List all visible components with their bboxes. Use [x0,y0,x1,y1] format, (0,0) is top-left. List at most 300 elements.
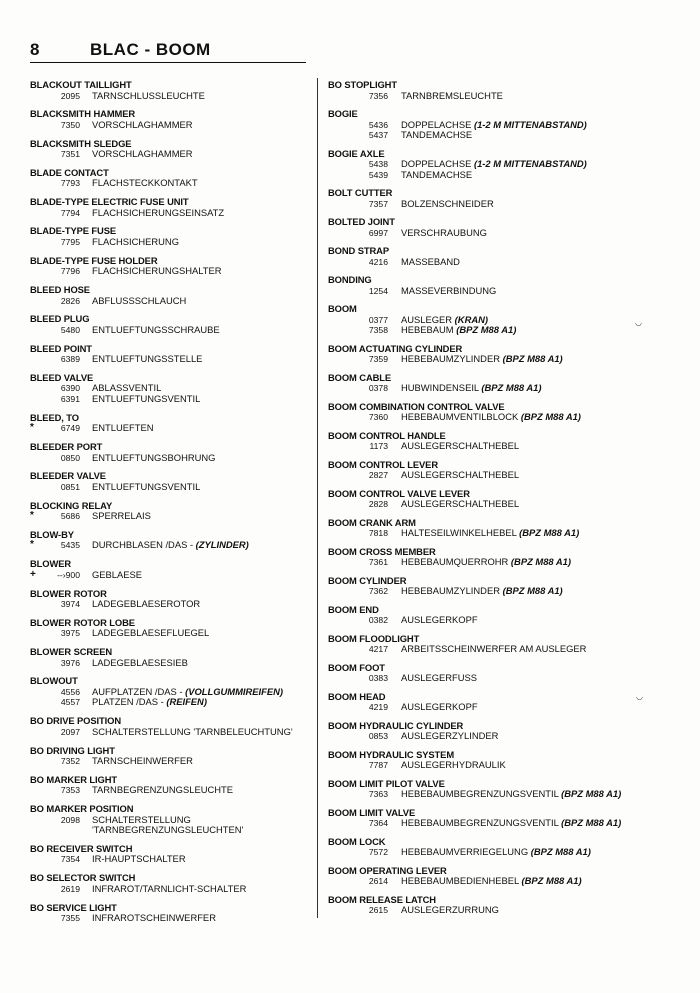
translation-text: AUSLEGERSCHALTHEBEL [401,469,520,480]
entry-translation [92,785,233,796]
entry-term: BLEED, TO [30,411,79,423]
scan-mark: ◡ [636,692,643,701]
translation-row [30,178,330,189]
entry-code: 0851 [60,481,80,492]
entry-code: 7351 [60,149,80,160]
entry-term: BOOM HYDRAULIC SYSTEM [328,748,455,760]
translation-text: ENTLUEFTEN [92,422,154,434]
translation-text: SCHALTERSTELLUNG 'TARNBELEUCHTUNG' [92,725,293,737]
entry-term: BLOWER [30,558,72,570]
entry-code: 3976 [60,657,80,668]
translation-text: DOPPELACHSE [401,118,472,130]
entry-translation [92,727,293,738]
translation-qualifier: (1-2 M MITTENABSTAND) [473,158,587,169]
translation-row [30,884,330,895]
entry-code: 2098 [60,814,80,825]
translation-row [30,628,330,639]
translation-row [328,286,628,297]
entry-translation [401,354,563,365]
translation-row [328,731,628,742]
entry-term: BLEEDER PORT [30,441,103,453]
translation-qualifier: (REIFEN) [166,696,207,708]
entry-code: 7359 [368,354,388,364]
entry-translation [92,296,186,307]
translation-text: ABLASSVENTIL [92,382,162,394]
translation-row [328,228,628,239]
glossary-entry [30,168,330,189]
entry-code: 7362 [368,586,388,596]
translation-text: AUSLEGERSCHALTHEBEL [401,440,520,451]
entry-code: 5686 [60,511,80,522]
entry-translation [401,528,579,539]
entry-code: 2828 [368,499,388,509]
translation-row [30,756,330,767]
glossary-entry [30,647,330,668]
entry-term: BO STOPLIGHT [328,79,397,90]
entry-term: BLACKSMITH HAMMER [30,108,136,120]
entry-translation [92,237,179,248]
glossary-entry [328,373,628,394]
translation-text: SCHALTERSTELLUNG [92,813,191,825]
entry-code: 5438 [368,159,388,169]
translation-text: TARNBEGRENZUNGSLEUCHTE [92,784,233,796]
entry-translation [401,615,478,626]
translation-qualifier: (BPZ M88 A1) [521,875,582,886]
translation-text: HEBEBAUMQUERROHR [401,556,509,567]
translation-text: AUSLEGER [401,313,453,325]
entry-code: 4557 [60,697,80,708]
translation-text: MASSEVERBINDUNG [401,284,497,296]
entry-code: 5435 [60,540,80,551]
glossary-entry [328,489,628,510]
entry-term: BLACKOUT TAILLIGHT [30,79,132,90]
translation-text: LADEGEBLAESESIEB [92,656,188,668]
entry-term: BOGIE [328,108,358,119]
entry-translation [401,586,563,597]
entry-code: 5436 [368,119,388,130]
entry-translation [92,825,243,836]
translation-row [30,511,330,522]
entry-translation [92,423,153,434]
entry-code: 6997 [368,227,388,238]
translation-row [328,586,628,597]
entry-code: 2095 [60,90,80,101]
entry-code: 7353 [60,785,80,796]
translation-qualifier: (BPZ M88 A1) [530,846,591,857]
translation-row [30,854,330,865]
translation-row [328,120,628,131]
translation-row [328,673,628,684]
entry-term: BO DRIVE POSITION [30,715,122,727]
entry-translation [92,354,202,365]
translation-text: 'TARNBEGRENZUNGSLEUCHTEN' [92,824,244,836]
translation-row [30,599,330,610]
entry-term: BOOM END [328,603,379,615]
entry-translation [92,511,151,522]
entry-term: BOOM CONTROL HANDLE [328,429,446,441]
entry-term: BLOWER ROTOR LOBE [30,616,135,628]
entry-term: BLOWER SCREEN [30,646,113,658]
entry-translation [401,470,519,481]
translation-text: VORSCHLAGHAMMER [92,148,193,160]
entry-code: 4217 [368,644,388,654]
translation-row [328,789,628,800]
translation-qualifier: (VOLLGUMMIREIFEN) [185,685,283,697]
page-header [30,40,306,63]
entry-term: BLOWER ROTOR [30,587,107,599]
entry-code: 4556 [60,686,80,697]
entry-translation [401,731,498,742]
entry-translation [92,178,198,189]
entry-translation [92,325,220,336]
entry-code: 7795 [60,236,80,247]
translation-row [328,91,628,102]
entry-code: 0378 [368,383,388,393]
glossary-entry [328,866,628,887]
translation-row [328,615,628,626]
page-title: BLAC - BOOM [90,40,211,59]
entry-code: 6389 [60,354,80,365]
entry-term: BLEEDER VALVE [30,470,106,482]
entry-term: BLEED VALVE [30,371,94,383]
left-column [30,80,330,932]
glossary-entry [30,559,330,580]
glossary-entry [328,547,628,568]
entry-term: BO RECEIVER SWITCH [30,842,133,854]
entry-translation [92,149,193,160]
translation-qualifier: (1-2 M MITTENABSTAND) [473,118,587,130]
entry-translation [92,570,142,581]
translation-text: HEBEBAUMZYLINDER [401,585,500,596]
translation-text: FLACHSICHERUNG [92,235,179,247]
translation-text: AUSLEGERHYDRAULIK [401,759,506,770]
translation-text: TARNBREMSLEUCHTE [401,89,503,101]
translation-qualifier: (BPZ M88 A1) [561,817,622,828]
entry-code: 7361 [368,557,388,567]
entry-translation [92,120,193,131]
glossary-entry [30,530,330,551]
entry-code: 4216 [368,256,388,267]
translation-row [328,470,628,481]
entry-term: BONDING [328,274,372,285]
translation-qualifier: (BPZ M88 A1) [502,353,563,364]
glossary-entry [30,226,330,247]
glossary-entry [30,285,330,306]
entry-term: BO SERVICE LIGHT [30,901,117,913]
glossary-entry [30,256,330,277]
entry-translation [92,854,186,865]
entry-code: 7355 [60,913,80,924]
translation-text: TARNSCHEINWERFER [92,755,193,767]
entry-marker: + [30,568,36,580]
translation-text: DURCHBLASEN /DAS - [92,539,194,551]
glossary-entry [30,589,330,610]
entry-translation [401,130,472,141]
translation-text: HEBEBAUMZYLINDER [401,353,500,364]
translation-text: HEBEBAUM [401,324,454,335]
entry-term: BO DRIVING LIGHT [30,744,115,756]
entry-code: 3975 [60,628,80,639]
entry-translation [401,702,478,713]
glossary-entry [328,721,628,742]
entry-translation [92,394,200,405]
translation-row [328,130,628,141]
translation-row [328,644,628,655]
entry-code: 7363 [368,789,388,799]
translation-qualifier: (ZYLINDER) [195,539,249,551]
entry-term: BOOM ACTUATING CYLINDER [328,342,463,354]
entry-term: BOOM CROSS MEMBER [328,545,436,557]
translation-text: ENTLUEFTUNGSVENTIL [92,480,201,492]
glossary-entry [30,618,330,639]
translation-row [328,441,628,452]
translation-row [328,818,628,829]
glossary-entry [30,716,330,737]
glossary-entry [328,576,628,597]
translation-qualifier: (BPZ M88 A1) [510,556,571,567]
entry-code: 7818 [368,528,388,538]
glossary-entry [328,80,628,101]
entry-code: 1254 [368,285,388,296]
entry-translation [92,91,205,102]
translation-text: TANDEMACHSE [401,129,473,140]
translation-row [328,354,628,365]
entry-term: BLOW-BY [30,528,74,540]
glossary-entry [30,109,330,130]
translation-text: VERSCHRAUBUNG [401,226,487,238]
entry-translation [401,760,506,771]
entry-translation [401,789,621,800]
entry-marker: * [30,510,34,522]
glossary-entry [30,844,330,865]
glossary-entry [328,460,628,481]
translation-text: INFRAROT/TARNLICHT-SCHALTER [92,882,247,894]
glossary-entry [30,775,330,796]
entry-translation [92,913,216,924]
entry-code: 4219 [368,702,388,712]
translation-text: LADEGEBLAESEFLUEGEL [92,627,210,639]
translation-row [328,876,628,887]
translation-row [30,785,330,796]
entry-code: 0383 [368,673,388,683]
entry-term: BLADE CONTACT [30,166,109,178]
entry-code: 2827 [368,470,388,480]
translation-text: AUSLEGERFUSS [401,672,478,683]
entry-term: BOOM CABLE [328,371,392,383]
glossary-entry [328,808,628,829]
translation-text: IR-HAUPTSCHALTER [92,853,186,865]
entry-code: 7350 [60,119,80,130]
entry-term: BOOM [328,303,357,314]
translation-text: LADEGEBLAESEROTOR [92,598,201,610]
glossary-entry [328,402,628,423]
entry-code: 5480 [60,324,80,335]
entry-marker: * [30,539,34,551]
translation-row [328,702,628,713]
entry-code: 7787 [368,760,388,770]
translation-text: MASSEBAND [401,255,460,267]
translation-text: AUSLEGERKOPF [401,614,478,625]
glossary-entry [328,275,628,296]
translation-text: ENTLUEFTUNGSBOHRUNG [92,451,216,463]
entry-term: BLOWOUT [30,675,78,687]
entry-translation [401,905,499,916]
translation-text: BOLZENSCHNEIDER [401,197,494,209]
entry-translation [401,383,541,394]
translation-row [328,412,628,423]
translation-row [30,658,330,669]
translation-text: HEBEBAUMBEDIENHEBEL [401,875,519,886]
entry-translation [401,412,581,423]
entry-translation [401,91,503,102]
translation-text: AUFPLATZEN /DAS - [92,685,183,697]
translation-text: ABFLUSSSCHLAUCH [92,294,187,306]
entry-code: 6749 [60,423,80,434]
entry-code: 0377 [368,314,388,325]
entry-translation [92,540,249,551]
translation-text: HEBEBAUMVENTILBLOCK [401,411,519,422]
entry-term: BOOM LIMIT VALVE [328,806,416,818]
entry-term: BLOCKING RELAY [30,499,113,511]
translation-row [30,394,330,405]
translation-text: HALTESEILWINKELHEBEL [401,527,517,538]
right-column [328,80,628,924]
glossary-entry [328,246,628,267]
glossary-entry [328,149,628,181]
glossary-entry [328,188,628,209]
entry-term: BLEED PLUG [30,313,90,325]
entry-term: BOOM CONTROL LEVER [328,458,439,470]
entry-term: BLACKSMITH SLEDGE [30,137,132,149]
translation-text: ENTLUEFTUNGSSTELLE [92,353,203,365]
entry-term: BLADE-TYPE FUSE HOLDER [30,254,158,266]
translation-text: SPERRELAIS [92,510,151,522]
entry-term: BLEED HOSE [30,284,90,296]
entry-code: 7360 [368,412,388,422]
translation-qualifier: (BPZ M88 A1) [502,585,563,596]
entry-code: 5439 [368,169,388,180]
entry-code: 2097 [60,726,80,737]
entry-term: BO MARKER POSITION [30,803,134,815]
entry-translation [92,884,246,895]
entry-translation [401,847,591,858]
entry-term: BOND STRAP [328,245,389,256]
translation-row [30,296,330,307]
glossary-entry [328,605,628,626]
glossary-entry [30,80,330,101]
glossary-entry [30,676,330,708]
entry-term: BOOM CRANK ARM [328,516,416,528]
translation-row [30,325,330,336]
translation-row [328,905,628,916]
translation-row [30,237,330,248]
translation-qualifier: (BPZ M88 A1) [481,382,542,393]
entry-translation [92,453,215,464]
translation-text: ENTLUEFTUNGSVENTIL [92,392,201,404]
translation-row [30,825,330,836]
translation-qualifier: (BPZ M88 A1) [520,411,581,422]
glossary-entry [30,139,330,160]
translation-text: INFRAROTSCHEINWERFER [92,912,216,924]
glossary-entry [30,442,330,463]
entry-code: 2826 [60,295,80,306]
translation-text: AUSLEGERZURRUNG [401,904,499,915]
translation-row [30,570,330,581]
entry-code: 0382 [368,615,388,625]
translation-text: ENTLUEFTUNGSSCHRAUBE [92,323,220,335]
entry-code: 2615 [368,905,388,915]
translation-text: AUSLEGERSCHALTHEBEL [401,498,520,509]
entry-code: --›900 [57,569,80,580]
glossary-entry [328,692,628,713]
entry-translation [401,257,460,268]
translation-text: AUSLEGERKOPF [401,701,478,712]
translation-text: FLACHSICHERUNGSHALTER [92,265,222,277]
translation-text: GEBLAESE [92,568,143,580]
entry-term: BOOM COMBINATION CONTROL VALVE [328,400,505,412]
translation-row [30,266,330,277]
translation-row [328,170,628,181]
entry-translation [92,658,188,669]
entry-code: 7357 [368,198,388,209]
entry-code: 5437 [368,130,388,140]
glossary-entry [328,837,628,858]
entry-term: BLADE-TYPE ELECTRIC FUSE UNIT [30,196,189,208]
entry-translation [401,644,586,655]
entry-term: BOOM CONTROL VALVE LEVER [328,487,470,499]
entry-code: 7364 [368,818,388,828]
entry-translation [92,208,224,219]
entry-term: BOOM LIMIT PILOT VALVE [328,777,445,789]
translation-row [328,847,628,858]
entry-term: BOGIE AXLE [328,147,385,159]
entry-translation [92,756,193,767]
glossary-entry [328,518,628,539]
glossary-entry [30,471,330,492]
translation-qualifier: (BPZ M88 A1) [561,788,622,799]
entry-code: 7352 [60,756,80,767]
glossary-entry [328,895,628,916]
entry-translation [92,599,200,610]
scan-mark: ◡ [635,318,642,327]
translation-text: ARBEITSSCHEINWERFER AM AUSLEGER [401,643,587,654]
translation-row [30,697,330,708]
entry-code: 7358 [368,325,388,335]
entry-term: BOOM HYDRAULIC CYLINDER [328,719,464,731]
entry-code: 7356 [368,90,388,101]
entry-term: BO SELECTOR SWITCH [30,872,136,884]
entry-translation [92,266,222,277]
entry-term: BOOM LOCK [328,835,386,847]
glossary-entry [328,431,628,452]
entry-term: BOOM CYLINDER [328,574,407,586]
entry-term: BOOM HEAD [328,690,386,702]
glossary-entry [30,197,330,218]
entry-translation [401,557,571,568]
page-number: 8 [30,40,40,59]
translation-text: VORSCHLAGHAMMER [92,118,193,130]
entry-code: 3974 [60,599,80,610]
translation-text: HEBEBAUMVERRIEGELUNG [401,846,529,857]
entry-translation [92,697,207,708]
translation-text: FLACHSICHERUNGSEINSATZ [92,206,225,218]
translation-text: TARNSCHLUSSLEUCHTE [92,89,205,101]
entry-marker: * [30,422,34,434]
entry-translation [401,673,477,684]
translation-row [30,727,330,738]
glossary-entry [30,746,330,767]
entry-translation [401,325,516,336]
